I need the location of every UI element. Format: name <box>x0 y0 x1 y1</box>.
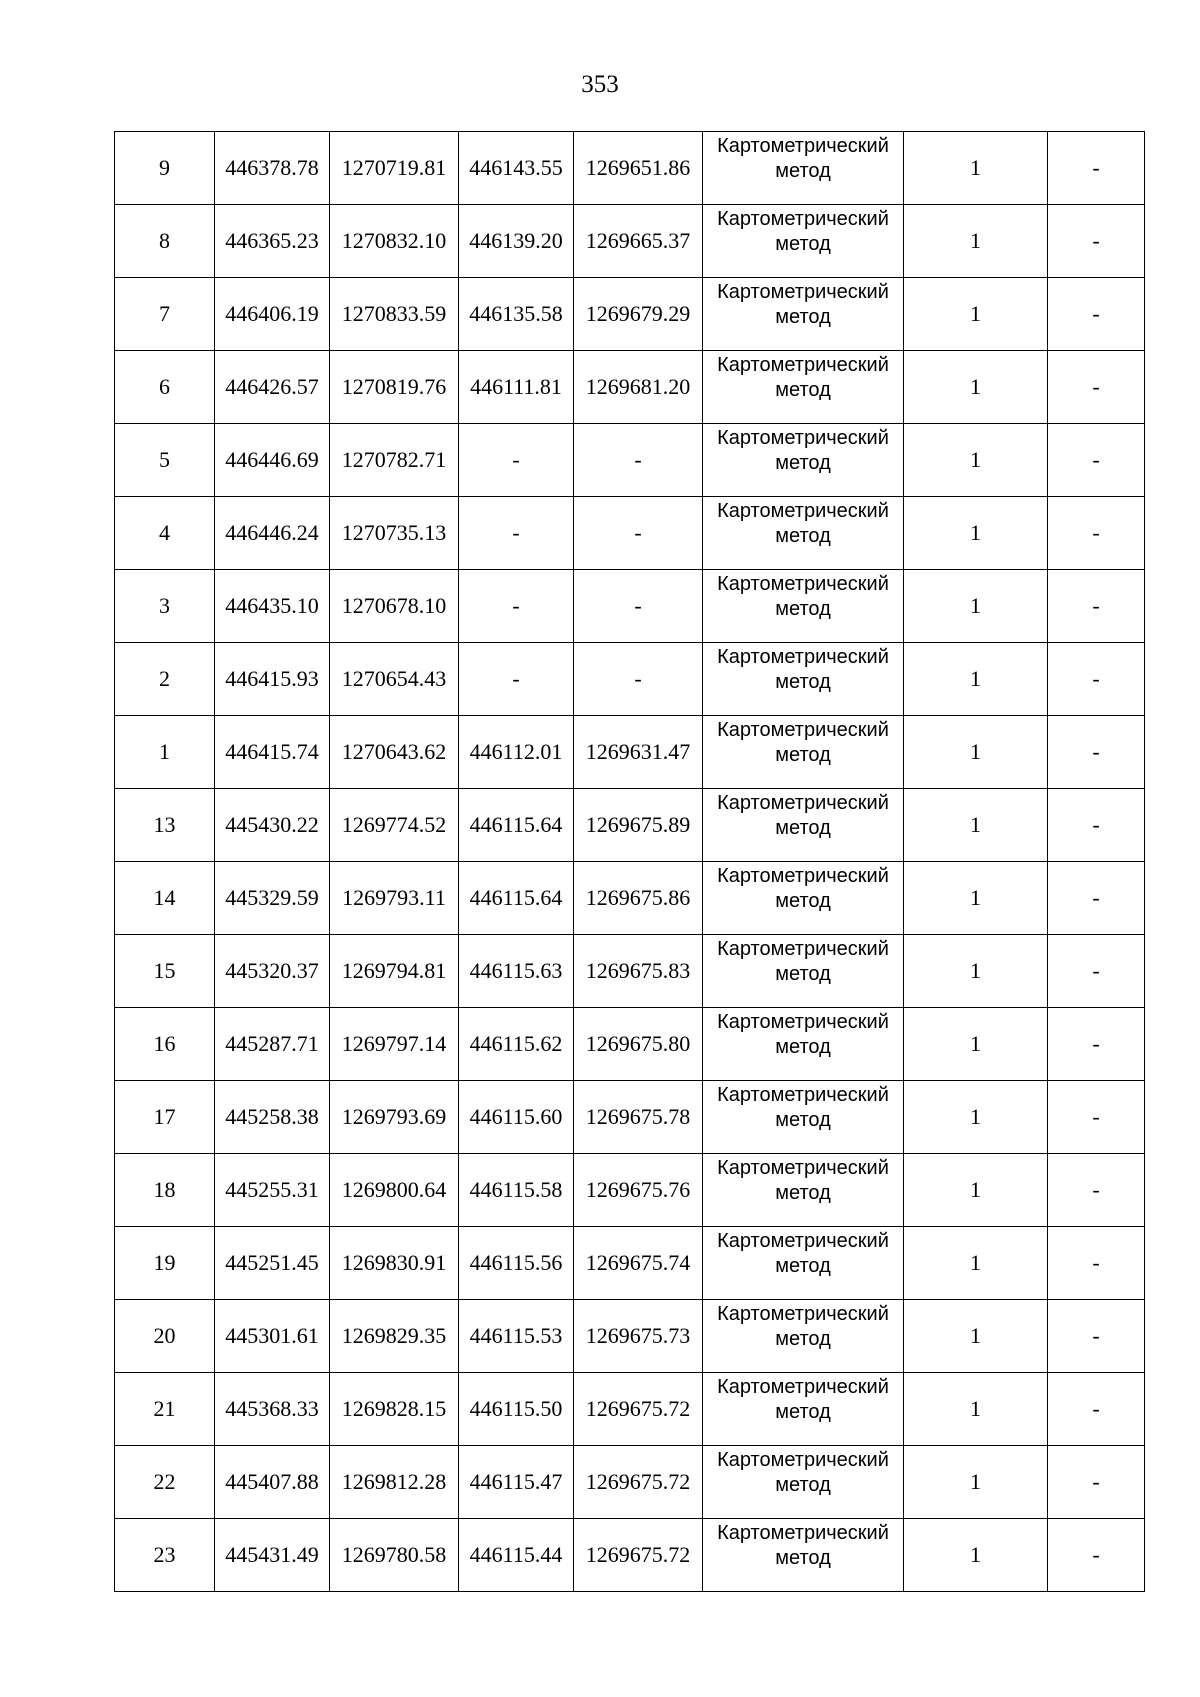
note-cell: - <box>1048 205 1145 278</box>
method-line-1: Картометрический <box>717 938 889 960</box>
y-previous-coordinate-cell: - <box>574 497 703 570</box>
x-previous-coordinate-cell: 446135.58 <box>459 278 574 351</box>
y-previous-coordinate-cell: 1269675.73 <box>574 1300 703 1373</box>
method-line-1: Картометрический <box>717 500 889 522</box>
y-previous-coordinate-cell: 1269675.83 <box>574 935 703 1008</box>
point-number-cell: 3 <box>115 570 215 643</box>
point-number-cell: 4 <box>115 497 215 570</box>
table-row <box>115 1446 1145 1519</box>
x-previous-coordinate-cell: 446139.20 <box>459 205 574 278</box>
method-cell <box>703 351 904 424</box>
method-line-1: Картометрический <box>717 865 889 887</box>
method-line-2: метод <box>775 1036 831 1058</box>
table-row <box>115 716 1145 789</box>
method-line-2: метод <box>775 452 831 474</box>
table-row <box>115 205 1145 278</box>
method-cell <box>703 278 904 351</box>
method-line-2: метод <box>775 963 831 985</box>
y-previous-coordinate-cell: 1269675.72 <box>574 1519 703 1592</box>
note-cell: - <box>1048 716 1145 789</box>
method-cell <box>703 716 904 789</box>
method-cell <box>703 1081 904 1154</box>
x-coordinate-cell: 445368.33 <box>215 1373 330 1446</box>
x-coordinate-cell: 446415.74 <box>215 716 330 789</box>
y-coordinate-cell: 1269812.28 <box>330 1446 459 1519</box>
method-line-2: метод <box>775 1401 831 1423</box>
y-previous-coordinate-cell: 1269631.47 <box>574 716 703 789</box>
method-line-2: метод <box>775 817 831 839</box>
x-previous-coordinate-cell: 446115.53 <box>459 1300 574 1373</box>
accuracy-cell: 1 <box>904 1519 1048 1592</box>
point-number-cell: 1 <box>115 716 215 789</box>
y-previous-coordinate-cell: 1269681.20 <box>574 351 703 424</box>
method-cell <box>703 497 904 570</box>
x-coordinate-cell: 445287.71 <box>215 1008 330 1081</box>
x-coordinate-cell: 445329.59 <box>215 862 330 935</box>
x-coordinate-cell: 446378.78 <box>215 132 330 205</box>
coordinates-table <box>114 131 1145 1592</box>
method-line-1: Картометрический <box>717 646 889 668</box>
table-row <box>115 1373 1145 1446</box>
y-previous-coordinate-cell: 1269679.29 <box>574 278 703 351</box>
point-number-cell: 2 <box>115 643 215 716</box>
accuracy-cell: 1 <box>904 1008 1048 1081</box>
method-line-1: Картометрический <box>717 1522 889 1544</box>
point-number-cell: 9 <box>115 132 215 205</box>
method-line-2: метод <box>775 1328 831 1350</box>
method-line-2: метод <box>775 744 831 766</box>
method-cell <box>703 935 904 1008</box>
note-cell: - <box>1048 1081 1145 1154</box>
method-cell <box>703 132 904 205</box>
x-previous-coordinate-cell: 446115.58 <box>459 1154 574 1227</box>
method-line-1: Картометрический <box>717 427 889 449</box>
note-cell: - <box>1048 1300 1145 1373</box>
accuracy-cell: 1 <box>904 132 1048 205</box>
y-coordinate-cell: 1269830.91 <box>330 1227 459 1300</box>
note-cell: - <box>1048 1227 1145 1300</box>
method-line-2: метод <box>775 598 831 620</box>
method-cell <box>703 1300 904 1373</box>
accuracy-cell: 1 <box>904 1081 1048 1154</box>
method-cell <box>703 862 904 935</box>
table-row <box>115 1519 1145 1592</box>
y-previous-coordinate-cell: - <box>574 643 703 716</box>
table-row <box>115 1081 1145 1154</box>
table-row <box>115 570 1145 643</box>
accuracy-cell: 1 <box>904 716 1048 789</box>
y-coordinate-cell: 1270782.71 <box>330 424 459 497</box>
method-cell <box>703 1519 904 1592</box>
x-previous-coordinate-cell: 446115.47 <box>459 1446 574 1519</box>
x-previous-coordinate-cell: 446111.81 <box>459 351 574 424</box>
accuracy-cell: 1 <box>904 643 1048 716</box>
method-line-1: Картометрический <box>717 1084 889 1106</box>
table-row <box>115 497 1145 570</box>
method-line-2: метод <box>775 233 831 255</box>
x-coordinate-cell: 445320.37 <box>215 935 330 1008</box>
accuracy-cell: 1 <box>904 570 1048 643</box>
y-coordinate-cell: 1270678.10 <box>330 570 459 643</box>
x-coordinate-cell: 445255.31 <box>215 1154 330 1227</box>
method-line-1: Картометрический <box>717 792 889 814</box>
accuracy-cell: 1 <box>904 1227 1048 1300</box>
y-coordinate-cell: 1269780.58 <box>330 1519 459 1592</box>
x-previous-coordinate-cell: 446115.63 <box>459 935 574 1008</box>
point-number-cell: 15 <box>115 935 215 1008</box>
x-coordinate-cell: 445407.88 <box>215 1446 330 1519</box>
point-number-cell: 19 <box>115 1227 215 1300</box>
y-coordinate-cell: 1270832.10 <box>330 205 459 278</box>
accuracy-cell: 1 <box>904 424 1048 497</box>
y-coordinate-cell: 1269797.14 <box>330 1008 459 1081</box>
method-cell <box>703 1227 904 1300</box>
point-number-cell: 20 <box>115 1300 215 1373</box>
y-coordinate-cell: 1269793.11 <box>330 862 459 935</box>
note-cell: - <box>1048 497 1145 570</box>
x-previous-coordinate-cell: 446115.50 <box>459 1373 574 1446</box>
method-cell <box>703 1446 904 1519</box>
y-previous-coordinate-cell: 1269675.74 <box>574 1227 703 1300</box>
x-previous-coordinate-cell: 446115.60 <box>459 1081 574 1154</box>
x-coordinate-cell: 446435.10 <box>215 570 330 643</box>
y-coordinate-cell: 1269828.15 <box>330 1373 459 1446</box>
note-cell: - <box>1048 643 1145 716</box>
x-previous-coordinate-cell: 446115.64 <box>459 789 574 862</box>
method-line-2: метод <box>775 890 831 912</box>
method-line-1: Картометрический <box>717 1157 889 1179</box>
note-cell: - <box>1048 789 1145 862</box>
x-previous-coordinate-cell: 446115.44 <box>459 1519 574 1592</box>
accuracy-cell: 1 <box>904 351 1048 424</box>
x-coordinate-cell: 446415.93 <box>215 643 330 716</box>
method-line-1: Картометрический <box>717 1230 889 1252</box>
x-previous-coordinate-cell: - <box>459 497 574 570</box>
point-number-cell: 7 <box>115 278 215 351</box>
method-cell <box>703 1373 904 1446</box>
method-cell <box>703 643 904 716</box>
table-row <box>115 278 1145 351</box>
table-row <box>115 351 1145 424</box>
x-coordinate-cell: 446446.24 <box>215 497 330 570</box>
x-coordinate-cell: 445430.22 <box>215 789 330 862</box>
y-previous-coordinate-cell: 1269651.86 <box>574 132 703 205</box>
method-line-2: метод <box>775 1109 831 1131</box>
point-number-cell: 8 <box>115 205 215 278</box>
method-line-2: метод <box>775 1474 831 1496</box>
point-number-cell: 14 <box>115 862 215 935</box>
x-previous-coordinate-cell: 446115.62 <box>459 1008 574 1081</box>
y-coordinate-cell: 1269793.69 <box>330 1081 459 1154</box>
accuracy-cell: 1 <box>904 1154 1048 1227</box>
y-previous-coordinate-cell: 1269675.76 <box>574 1154 703 1227</box>
method-cell <box>703 205 904 278</box>
method-line-2: метод <box>775 671 831 693</box>
method-line-1: Картометрический <box>717 281 889 303</box>
method-cell <box>703 1154 904 1227</box>
y-coordinate-cell: 1270719.81 <box>330 132 459 205</box>
note-cell: - <box>1048 424 1145 497</box>
table-row <box>115 1227 1145 1300</box>
x-previous-coordinate-cell: - <box>459 643 574 716</box>
note-cell: - <box>1048 1154 1145 1227</box>
page-number: 353 <box>581 71 619 98</box>
note-cell: - <box>1048 570 1145 643</box>
y-coordinate-cell: 1270654.43 <box>330 643 459 716</box>
method-line-1: Картометрический <box>717 1011 889 1033</box>
point-number-cell: 5 <box>115 424 215 497</box>
y-coordinate-cell: 1269774.52 <box>330 789 459 862</box>
method-line-1: Картометрический <box>717 1303 889 1325</box>
y-previous-coordinate-cell: - <box>574 424 703 497</box>
method-line-1: Картометрический <box>717 208 889 230</box>
method-line-2: метод <box>775 379 831 401</box>
accuracy-cell: 1 <box>904 862 1048 935</box>
x-previous-coordinate-cell: - <box>459 570 574 643</box>
table-row <box>115 643 1145 716</box>
table-row <box>115 132 1145 205</box>
point-number-cell: 6 <box>115 351 215 424</box>
y-coordinate-cell: 1270819.76 <box>330 351 459 424</box>
coordinates-table-body <box>115 132 1145 1592</box>
y-previous-coordinate-cell: 1269675.80 <box>574 1008 703 1081</box>
accuracy-cell: 1 <box>904 789 1048 862</box>
point-number-cell: 21 <box>115 1373 215 1446</box>
x-coordinate-cell: 446406.19 <box>215 278 330 351</box>
y-coordinate-cell: 1270735.13 <box>330 497 459 570</box>
accuracy-cell: 1 <box>904 935 1048 1008</box>
method-cell <box>703 1008 904 1081</box>
accuracy-cell: 1 <box>904 1373 1048 1446</box>
table-row <box>115 424 1145 497</box>
method-line-2: метод <box>775 1182 831 1204</box>
method-line-1: Картометрический <box>717 1449 889 1471</box>
method-line-1: Картометрический <box>717 1376 889 1398</box>
point-number-cell: 23 <box>115 1519 215 1592</box>
y-previous-coordinate-cell: 1269675.72 <box>574 1446 703 1519</box>
x-coordinate-cell: 445251.45 <box>215 1227 330 1300</box>
method-line-2: метод <box>775 1255 831 1277</box>
note-cell: - <box>1048 862 1145 935</box>
note-cell: - <box>1048 132 1145 205</box>
table-row <box>115 935 1145 1008</box>
note-cell: - <box>1048 1446 1145 1519</box>
note-cell: - <box>1048 351 1145 424</box>
y-previous-coordinate-cell: - <box>574 570 703 643</box>
x-coordinate-cell: 446365.23 <box>215 205 330 278</box>
accuracy-cell: 1 <box>904 205 1048 278</box>
point-number-cell: 16 <box>115 1008 215 1081</box>
method-line-2: метод <box>775 525 831 547</box>
accuracy-cell: 1 <box>904 1446 1048 1519</box>
method-line-1: Картометрический <box>717 719 889 741</box>
x-coordinate-cell: 446426.57 <box>215 351 330 424</box>
y-previous-coordinate-cell: 1269675.78 <box>574 1081 703 1154</box>
y-previous-coordinate-cell: 1269675.89 <box>574 789 703 862</box>
x-previous-coordinate-cell: 446115.56 <box>459 1227 574 1300</box>
y-coordinate-cell: 1270643.62 <box>330 716 459 789</box>
table-row <box>115 1008 1145 1081</box>
accuracy-cell: 1 <box>904 497 1048 570</box>
method-line-1: Картометрический <box>717 135 889 157</box>
method-cell <box>703 789 904 862</box>
x-coordinate-cell: 445301.61 <box>215 1300 330 1373</box>
accuracy-cell: 1 <box>904 1300 1048 1373</box>
table-row <box>115 1300 1145 1373</box>
y-previous-coordinate-cell: 1269675.72 <box>574 1373 703 1446</box>
accuracy-cell: 1 <box>904 278 1048 351</box>
point-number-cell: 22 <box>115 1446 215 1519</box>
y-coordinate-cell: 1269800.64 <box>330 1154 459 1227</box>
method-cell <box>703 424 904 497</box>
table-row <box>115 862 1145 935</box>
note-cell: - <box>1048 1008 1145 1081</box>
note-cell: - <box>1048 935 1145 1008</box>
y-previous-coordinate-cell: 1269675.86 <box>574 862 703 935</box>
x-coordinate-cell: 445258.38 <box>215 1081 330 1154</box>
x-previous-coordinate-cell: 446115.64 <box>459 862 574 935</box>
point-number-cell: 17 <box>115 1081 215 1154</box>
table-row <box>115 1154 1145 1227</box>
method-line-1: Картометрический <box>717 573 889 595</box>
note-cell: - <box>1048 1373 1145 1446</box>
method-cell <box>703 570 904 643</box>
x-coordinate-cell: 445431.49 <box>215 1519 330 1592</box>
point-number-cell: 13 <box>115 789 215 862</box>
point-number-cell: 18 <box>115 1154 215 1227</box>
table-row <box>115 789 1145 862</box>
note-cell: - <box>1048 1519 1145 1592</box>
method-line-2: метод <box>775 306 831 328</box>
y-coordinate-cell: 1270833.59 <box>330 278 459 351</box>
y-coordinate-cell: 1269794.81 <box>330 935 459 1008</box>
x-previous-coordinate-cell: - <box>459 424 574 497</box>
method-line-1: Картометрический <box>717 354 889 376</box>
method-line-2: метод <box>775 1547 831 1569</box>
method-line-2: метод <box>775 160 831 182</box>
x-previous-coordinate-cell: 446112.01 <box>459 716 574 789</box>
x-previous-coordinate-cell: 446143.55 <box>459 132 574 205</box>
y-previous-coordinate-cell: 1269665.37 <box>574 205 703 278</box>
note-cell: - <box>1048 278 1145 351</box>
x-coordinate-cell: 446446.69 <box>215 424 330 497</box>
y-coordinate-cell: 1269829.35 <box>330 1300 459 1373</box>
